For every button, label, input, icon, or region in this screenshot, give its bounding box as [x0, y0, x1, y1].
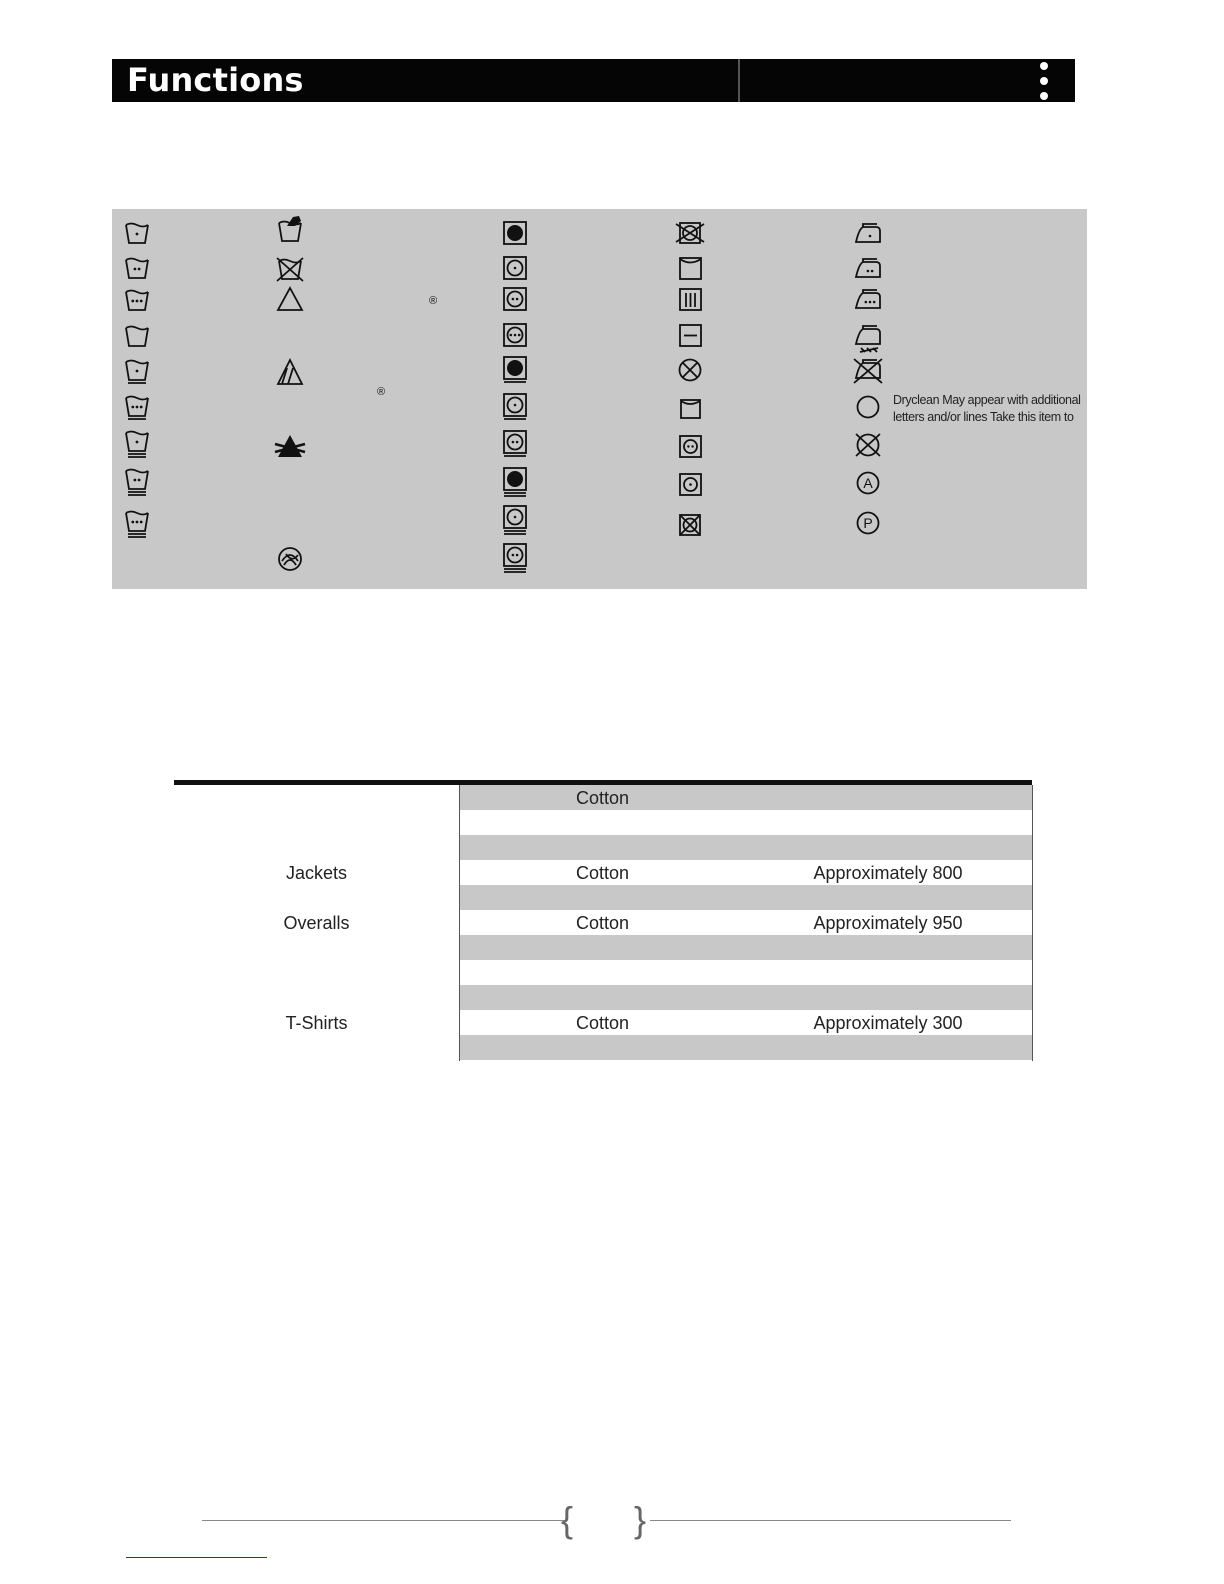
non-chlorine-bleach-icon: [273, 355, 307, 389]
wash-50-bar-icon: [120, 389, 154, 423]
table-row: [460, 810, 1032, 835]
tumble-dry-black-icon: [498, 217, 532, 251]
menu-dot-icon: [1040, 77, 1048, 85]
wash-30-icon: [120, 216, 154, 250]
tumble-dry-black-bar-icon: [498, 352, 532, 386]
tumble-dry-low-icon: [498, 252, 532, 286]
registered-mark: ®: [429, 295, 438, 307]
iron-medium-icon: [851, 252, 885, 286]
do-not-bleach-icon: [273, 430, 307, 464]
line-dry-icon: [673, 252, 707, 286]
wool-icon: [273, 541, 307, 575]
table-row: [460, 960, 1032, 985]
tumble-dry-medium-icon: [498, 283, 532, 317]
table-cell-material: Cotton: [575, 863, 630, 883]
dryclean-icon: [851, 390, 885, 424]
registered-mark: ®: [377, 386, 386, 398]
svg-text:P: P: [863, 515, 873, 531]
table-row: [460, 985, 1032, 1010]
do-not-iron-icon: [851, 353, 885, 387]
no-steam-icon: [851, 319, 885, 353]
svg-text:A: A: [863, 475, 873, 491]
do-not-dry-cross-icon: [673, 508, 707, 542]
tumble-dry-low-bar-icon: [498, 389, 532, 423]
dry-medium-icon: [673, 430, 707, 464]
table-row: [460, 935, 1032, 960]
tumble-dry-medium-bar-icon: [498, 426, 532, 460]
drip-dry-icon: [673, 283, 707, 317]
wash-30-double-bar-icon: [120, 424, 154, 458]
table-cell-item: Overalls: [283, 913, 350, 933]
table-row: [460, 1035, 1032, 1060]
hand-wash-tub-icon: [120, 319, 154, 353]
dry-flat-icon: [673, 319, 707, 353]
do-not-dry-icon: [673, 353, 707, 387]
dryclean-a-icon: [851, 466, 885, 500]
dry-low-icon: [673, 468, 707, 502]
iron-high-icon: [851, 283, 885, 317]
wash-40-icon: [120, 251, 154, 285]
table-cell-material: Cotton: [575, 1013, 630, 1033]
footer-link-underline: [126, 1557, 267, 1558]
table-cell-item: Jackets: [285, 863, 348, 883]
wash-30-bar-icon: [120, 353, 154, 387]
do-not-tumble-dry-icon: [673, 216, 707, 250]
tumble-dry-medium-double-bar-icon: [498, 539, 532, 573]
wash-40-double-bar-icon: [120, 462, 154, 496]
table-cell-material: Cotton: [575, 788, 630, 808]
header-divider: [738, 59, 740, 102]
do-not-wash-icon: [273, 252, 307, 286]
dryclean-p-icon: [851, 506, 885, 540]
tumble-dry-high-icon: [498, 319, 532, 353]
table-cell-item: T-Shirts: [285, 1013, 348, 1033]
hang-dry-icon: [673, 392, 707, 426]
bleach-icon: [273, 283, 307, 317]
wash-50-double-bar-icon: [120, 504, 154, 538]
tumble-dry-black-double-bar-icon: [498, 463, 532, 497]
do-not-dryclean-icon: [851, 428, 885, 462]
dryclean-note: Dryclean May appear with additional letters and/or lines Take this item to: [893, 393, 1081, 424]
iron-low-icon: [851, 217, 885, 251]
hand-wash-icon: [273, 214, 307, 248]
table-cell-weight: Approximately 800: [813, 863, 963, 883]
page-number-bracket-right: }: [634, 1499, 647, 1540]
footer-rule: [650, 1520, 1011, 1521]
tumble-dry-low-double-bar-icon: [498, 501, 532, 535]
menu-dot-icon: [1040, 92, 1048, 100]
footer-rule: [202, 1520, 565, 1521]
wash-50-icon: [120, 283, 154, 317]
page-title: Functions: [127, 61, 304, 99]
table-cell-material: Cotton: [575, 913, 630, 933]
table-cell-weight: Approximately 950: [813, 913, 963, 933]
table-cell-weight: Approximately 300: [813, 1013, 963, 1033]
page-number-bracket-left: {: [561, 1499, 574, 1540]
table-row: [460, 835, 1032, 860]
table-row: [460, 885, 1032, 910]
menu-dot-icon: [1040, 62, 1048, 70]
